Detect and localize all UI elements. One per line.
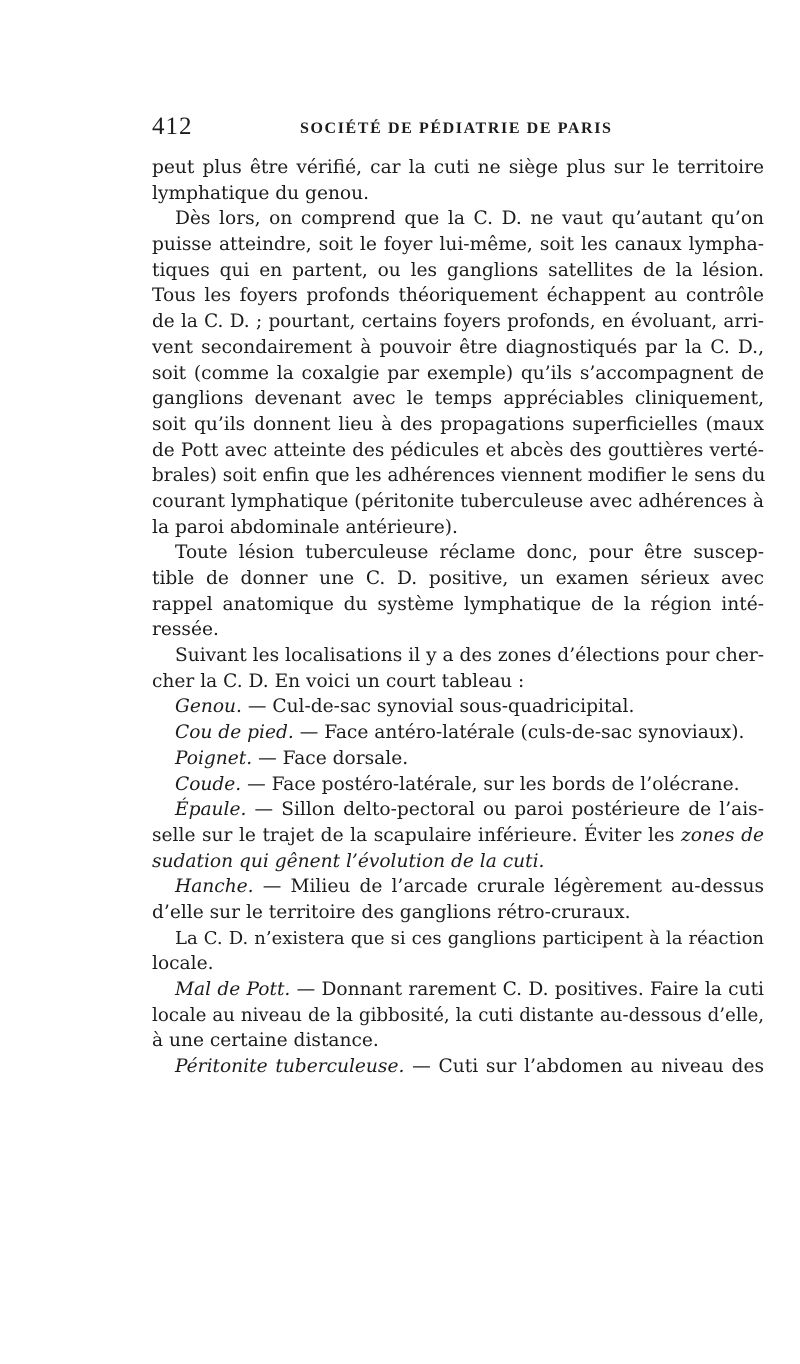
text-line: à une certaine distance. [152,1030,379,1052]
text-line: peut plus être vérifié, car la cuti ne siège plus sur le territoire [152,157,764,178]
text-line: ressée. [152,619,219,641]
page-number: 412 [152,113,193,140]
text-line: Suivant les localisations il y a des zones d’élections pour cher- [175,645,764,667]
text-line: tible de donner une C. D. positive, un examen sérieux avec [152,568,764,589]
text-line: Poignet. — Face dorsale. [175,747,409,769]
text-line: locale au niveau de la gibbosité, la cuti distante au-dessous d’elle, [152,1004,764,1026]
text-line: locale. [152,953,214,975]
text-line: soit (comme la coxalgie par exemple) qu’ils s’accompagnent de [152,362,764,384]
text-line: Hanche. — Milieu de l’arcade crurale légèrement au-dessus [175,876,764,898]
text-line: Toute lésion tuberculeuse réclame donc, pour être suscep- [175,542,764,564]
text-line: Épaule. — Sillon delto-pectoral ou paroi postérieure de l’ais- [175,799,764,821]
text-line: d’elle sur le territoire des ganglions rétro-cruraux. [152,901,631,923]
text-line: courant lymphatique (péritonite tuberculeuse avec adhérences à [152,490,764,512]
text-line: cher la C. D. En voici un court tableau : [152,670,525,692]
text-line: puisse atteindre, soit le foyer lui-même, soit les canaux lympha- [152,234,764,256]
text-line: de Pott avec atteinte des pédicules et abcès des gouttières verté- [152,439,764,461]
text-line: rappel anatomique du système lymphatique de la région inté- [152,593,764,615]
text-line: lymphatique du genou. [152,182,370,204]
text-line: Coude. — Face postéro-latérale, sur les bords de l’olécrane. [175,773,740,795]
text-line: Genou. — Cul-de-sac synovial sous-quadricipital. [175,696,635,718]
text-line: soit qu’ils donnent lieu à des propagations superficielles (maux [152,413,764,435]
text-line: de la C. D. ; pourtant, certains foyers profonds, en évoluant, arri- [152,311,764,333]
running-title: SOCIÉTÉ DE PÉDIATRIE DE PARIS [300,120,613,137]
body-text [152,155,764,1080]
text-line: vent secondairement à pouvoir être diagnostiqués par la C. D., [152,336,764,358]
text-line: Mal de Pott. — Donnant rarement C. D. positives. Faire la cuti [175,979,764,1000]
text-line: Dès lors, on comprend que la C. D. ne vaut qu’autant qu’on [175,208,764,230]
text-line: Péritonite tuberculeuse. — Cuti sur l’abdomen au niveau des [175,1056,764,1078]
text-line: La C. D. n’existera que si ces ganglions participent à la réaction [175,927,764,949]
text-line: brales) soit enfin que les adhérences viennent modifier le sens du [152,465,766,487]
text-line: Tous les foyers profonds théoriquement échappent au contrôle [152,285,764,307]
text-line: selle sur le trajet de la scapulaire inférieure. Éviter les zones de [152,824,764,846]
text-line: sudation qui gênent l’évolution de la cuti. [152,850,545,872]
text-line: tiques qui en partent, ou les ganglions satellites de la lésion. [152,259,764,281]
text-line: Cou de pied. — Face antéro-latérale (culs-de-sac synoviaux). [175,722,745,744]
text-line: ganglions devenant avec le temps appréciables cliniquement, [152,388,764,410]
page-header [152,112,762,144]
text-line: la paroi abdominale antérieure). [152,516,458,538]
